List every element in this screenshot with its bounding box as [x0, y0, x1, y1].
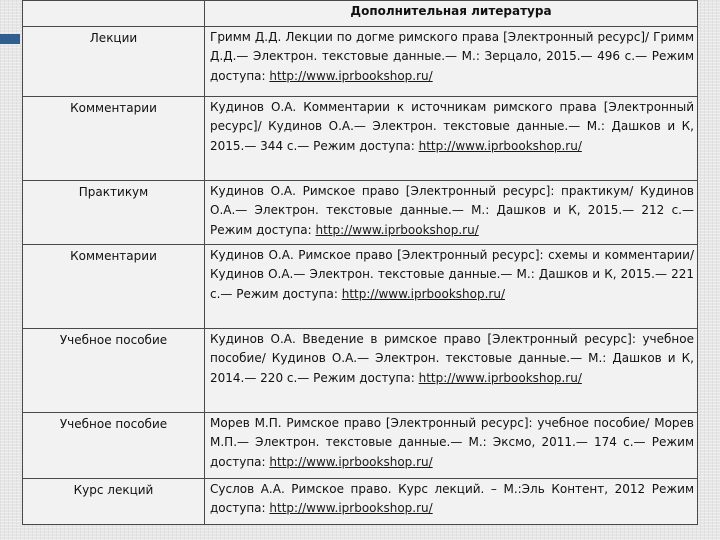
row-type-label: Учебное пособие [23, 329, 205, 413]
library-link[interactable]: http://www.iprbookshop.ru/ [269, 454, 433, 469]
library-link[interactable]: http://www.iprbookshop.ru/ [418, 138, 582, 153]
reference-cell [205, 245, 698, 329]
reference-text: Морев М.П. Римское право [Электронный ресурс]: учебное пособие/ Морев М.П.— Электрон. текстовые данные.— М.: Эксмо, 2011.— 174 с.— Режим доступа: [210, 416, 694, 469]
reference-text: Кудинов О.А. Комментарии к источникам римского права [Электронный ресурс]/ Кудинов О.А.— Электрон. текстовые данные.— М.: Дашков и К, 2015.— 344 с.— Режим доступа: [210, 100, 694, 153]
literature-table [22, 0, 698, 525]
table-header-row [23, 1, 698, 27]
reference-cell [205, 329, 698, 413]
reference-cell [205, 413, 698, 479]
library-link[interactable]: http://www.iprbookshop.ru/ [269, 501, 433, 516]
table-row [23, 27, 698, 97]
library-link[interactable]: http://www.iprbookshop.ru/ [418, 370, 582, 385]
table-title: Дополнительная литература [205, 1, 698, 27]
table-row [23, 329, 698, 413]
library-link[interactable]: http://www.iprbookshop.ru/ [341, 286, 505, 301]
reference-text: Кудинов О.А. Римское право [Электронный ресурс]: схемы и комментарии/ Кудинов О.А.— Электрон. текстовые данные.— М.: Дашков и К, 2015.— 221 с.— Режим доступа: [210, 248, 694, 301]
library-link[interactable]: http://www.iprbookshop.ru/ [269, 68, 433, 83]
row-type-label: Практикум [23, 181, 205, 245]
row-type-label: Комментарии [23, 245, 205, 329]
reference-cell [205, 97, 698, 181]
table-row [23, 479, 698, 525]
table-row [23, 181, 698, 245]
row-type-label: Комментарии [23, 97, 205, 181]
library-link[interactable]: http://www.iprbookshop.ru/ [315, 222, 479, 237]
slide-accent-bar [0, 34, 20, 44]
table-row [23, 245, 698, 329]
reference-cell [205, 181, 698, 245]
table-row [23, 413, 698, 479]
table-row [23, 97, 698, 181]
reference-text: Кудинов О.А. Введение в римское право [Электронный ресурс]: учебное пособие/ Кудинов О.А.— Электрон. текстовые данные.— М.: Дашков и К, 2014.— 220 с.— Режим доступа: [210, 332, 694, 385]
row-type-label: Лекции [23, 27, 205, 97]
reference-text: Гримм Д.Д. Лекции по догме римского права [Электронный ресурс]/ Гримм Д.Д.— Электрон. текстовые данные.— М.: Зерцало, 2015.— 496 с.— Режим доступа: [210, 30, 694, 83]
row-type-label: Учебное пособие [23, 413, 205, 479]
row-type-label: Курс лекций [23, 479, 205, 525]
reference-text: Кудинов О.А. Римское право [Электронный ресурс]: практикум/ Кудинов О.А.— Электрон. текстовые данные.— М.: Дашков и К, 2015.— 212 с.— Режим доступа: [210, 184, 694, 237]
reference-cell [205, 479, 698, 525]
reference-cell [205, 27, 698, 97]
reference-text: Суслов А.А. Римское право. Курс лекций. – М.:Эль Контент, 2012 Режим доступа: [210, 482, 694, 516]
header-empty-cell [23, 1, 205, 27]
